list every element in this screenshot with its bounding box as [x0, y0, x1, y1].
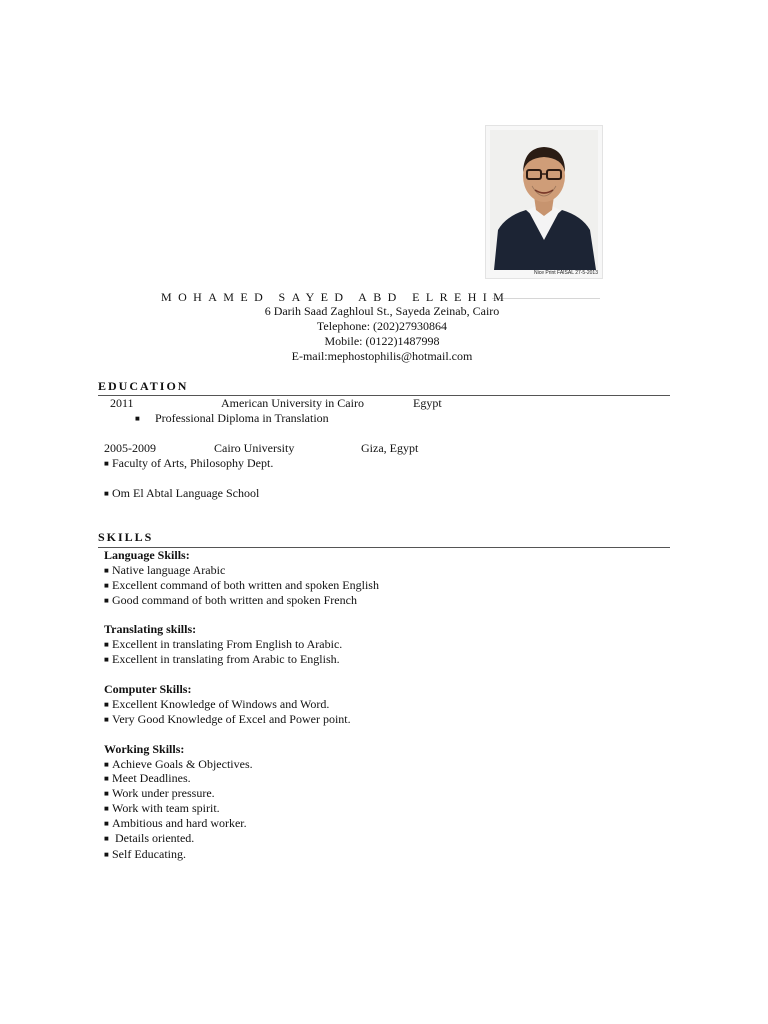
working-skills-title: Working Skills:	[104, 742, 185, 756]
email[interactable]: E-mail:mephostophilis@hotmail.com	[291, 349, 473, 363]
bullet-icon: ■	[104, 774, 109, 783]
bullet-icon: ■	[104, 804, 109, 813]
bullet-icon: ■	[104, 789, 109, 798]
list-item: ■ Excellent Knowledge of Windows and Word.	[104, 697, 330, 711]
edu2-institution: Cairo University	[214, 441, 295, 455]
edu1-year: 2011	[110, 396, 134, 410]
bullet-icon: ■	[104, 489, 109, 498]
bullet-icon: ■	[104, 819, 109, 828]
applicant-name: MOHAMED SAYED ABD ELREHIM	[161, 290, 511, 304]
list-item: ■ Self Educating.	[104, 847, 186, 861]
bullet-icon: ■	[135, 414, 140, 423]
list-item: ■ Meet Deadlines.	[104, 771, 191, 785]
edu1-institution: American University in Cairo	[221, 396, 364, 410]
telephone: Telephone: (202)27930864	[316, 319, 448, 333]
bullet-icon: ■	[104, 596, 109, 605]
address: 6 Darih Saad Zaghloul St., Sayeda Zeinab, Cairo	[264, 304, 500, 318]
bullet-icon: ■	[104, 700, 109, 709]
bullet-icon: ■	[104, 850, 109, 859]
edu2-location: Giza, Egypt	[361, 441, 419, 455]
edu1-detail: ■ Professional Diploma in Translation	[135, 411, 329, 425]
bullet-icon: ■	[104, 581, 109, 590]
bullet-icon: ■	[104, 640, 109, 649]
list-item: ■ Details oriented.	[104, 831, 195, 845]
skills-heading: SKILLS	[98, 530, 154, 544]
bullet-icon: ■	[104, 715, 109, 724]
bullet-icon: ■	[104, 566, 109, 575]
bullet-icon: ■	[104, 834, 109, 843]
education-divider	[98, 395, 670, 396]
edu1-location: Egypt	[413, 396, 442, 410]
edu2-year: 2005-2009	[104, 441, 156, 455]
bullet-icon: ■	[104, 760, 109, 769]
bullet-icon: ■	[104, 459, 109, 468]
edu3-detail: ■ Om El Abtal Language School	[104, 486, 260, 500]
list-item: ■ Work with team spirit.	[104, 801, 220, 815]
list-item: ■ Achieve Goals & Objectives.	[104, 757, 253, 771]
computer-skills-title: Computer Skills:	[104, 682, 192, 696]
photo-caption: Nice Print FAISAL 27-5-2013	[533, 270, 598, 276]
list-item: ■ Good command of both written and spoken French	[104, 593, 357, 607]
list-item: ■ Native language Arabic	[104, 563, 226, 577]
list-item: ■ Ambitious and hard worker.	[104, 816, 247, 830]
portrait-figure	[490, 130, 598, 270]
education-heading: EDUCATION	[98, 379, 189, 393]
list-item: ■ Very Good Knowledge of Excel and Power point.	[104, 712, 351, 726]
list-item: ■ Excellent command of both written and spoken English	[104, 578, 379, 592]
edu2-detail: ■ Faculty of Arts, Philosophy Dept.	[104, 456, 274, 470]
list-item: ■ Excellent in translating From English to Arabic.	[104, 637, 343, 651]
list-item: ■ Work under pressure.	[104, 786, 215, 800]
language-skills-title: Language Skills:	[104, 548, 190, 562]
profile-photo	[486, 126, 602, 278]
mobile: Mobile: (0122)1487998	[324, 334, 440, 348]
list-item: ■ Excellent in translating from Arabic to English.	[104, 652, 340, 666]
translating-skills-title: Translating skills:	[104, 622, 197, 636]
bullet-icon: ■	[104, 655, 109, 664]
